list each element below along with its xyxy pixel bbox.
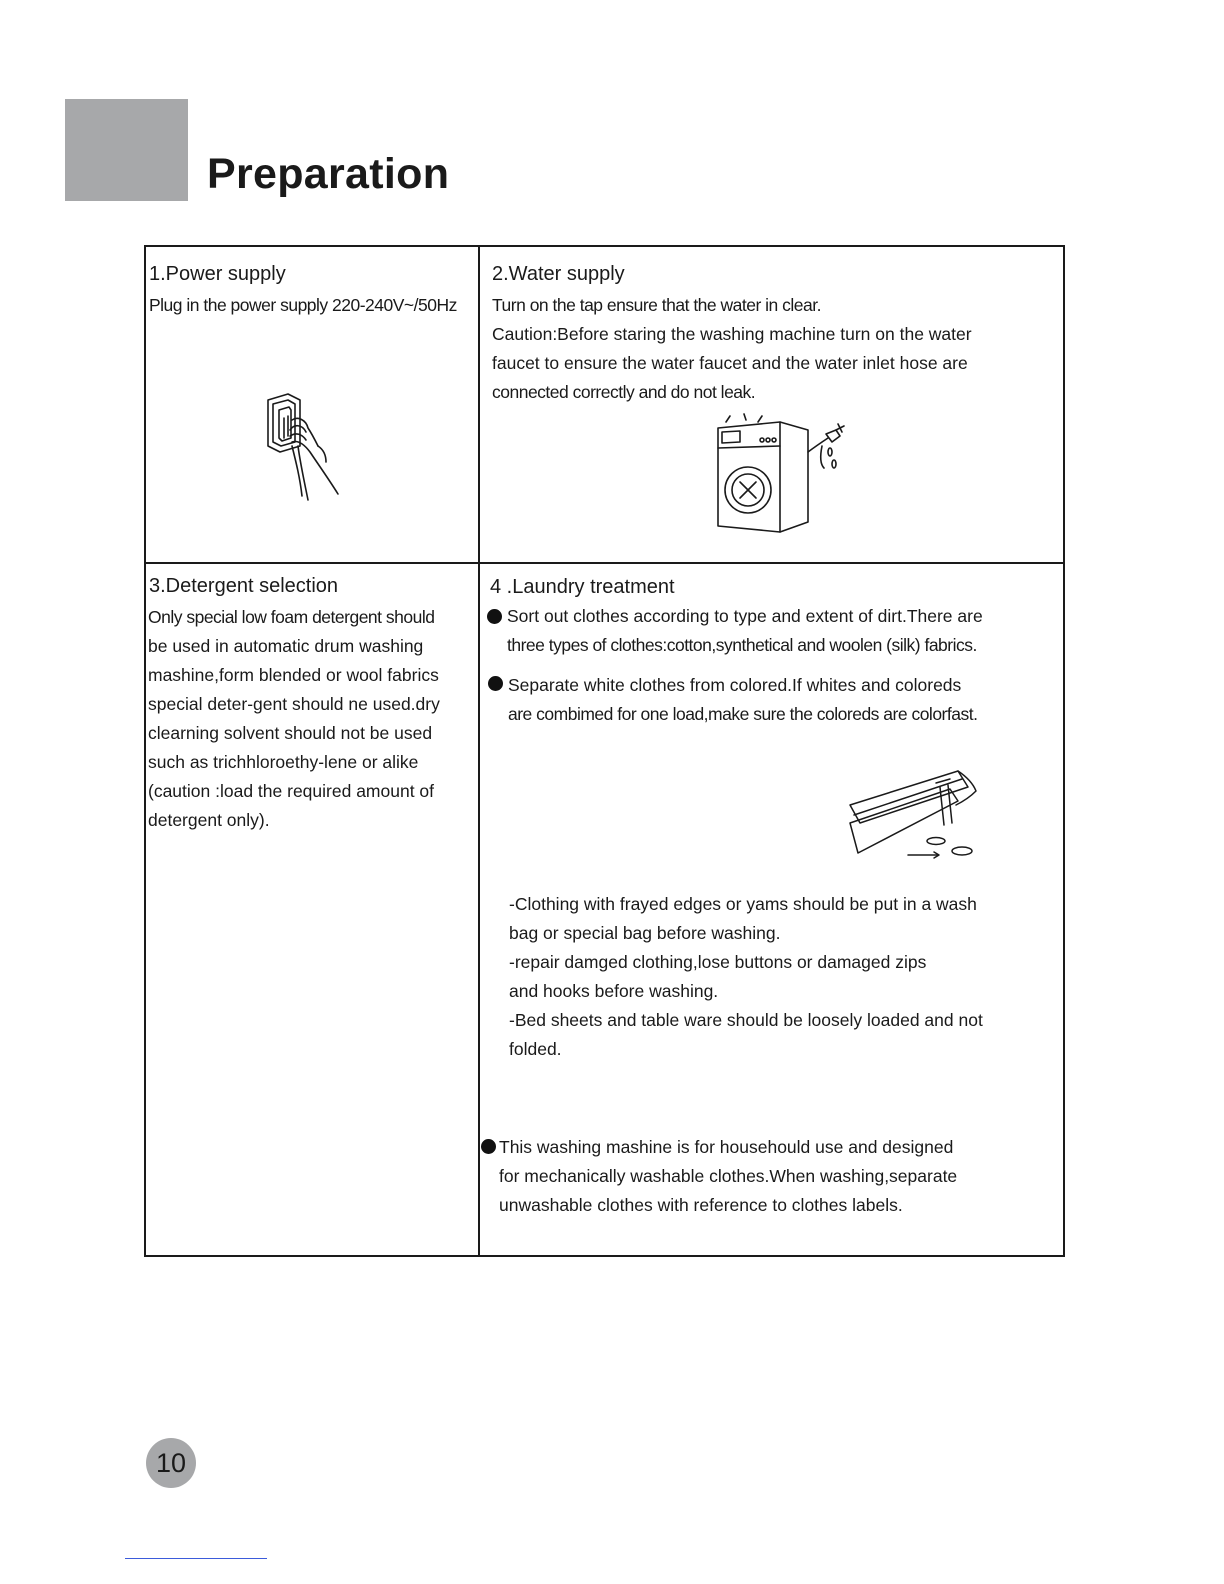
laundry-bullet1-line-1: Sort out clothes according to type and extent of dirt.There are <box>507 606 983 626</box>
power-supply-text: Plug in the power supply 220-240V~/50Hz <box>149 295 457 315</box>
laundry-bullet3-line-3: unwashable clothes with reference to clothes labels. <box>499 1195 903 1215</box>
page-title: Preparation <box>207 150 450 198</box>
water-supply-line-2: Caution:Before staring the washing machine turn on the water <box>492 324 972 344</box>
detergent-line-8: detergent only). <box>148 810 270 830</box>
detergent-line-3: mashine,form blended or wool fabrics <box>148 665 439 685</box>
water-supply-line-3: faucet to ensure the water faucet and the water inlet hose are <box>492 353 968 373</box>
laundry-note-line-2: bag or special bag before washing. <box>509 923 781 943</box>
bullet-dot-icon <box>481 1139 496 1154</box>
detergent-line-7: (caution :load the required amount of <box>148 781 435 801</box>
plug-socket-illustration <box>262 390 362 502</box>
power-supply-heading: 1.Power supply <box>149 263 286 285</box>
bullet-dot-icon <box>488 676 503 691</box>
laundry-bullet3-line-2: for mechanically washable clothes.When washing,separate <box>499 1166 958 1186</box>
laundry-bullet2-line-1: Separate white clothes from colored.If whites and coloreds <box>508 675 962 695</box>
header-gray-block <box>65 99 188 201</box>
table-vertical-divider <box>478 245 480 1257</box>
laundry-note-line-6: folded. <box>509 1039 562 1059</box>
detergent-line-4: special deter-gent should ne used.dry <box>148 694 440 714</box>
water-supply-heading: 2.Water supply <box>492 263 625 285</box>
laundry-bullet3-line-1: This washing mashine is for househould use and designed <box>499 1137 954 1157</box>
detergent-line-2: be used in automatic drum washing <box>148 636 424 656</box>
garment-label-illustration <box>840 765 985 860</box>
detergent-line-5: clearning solvent should not be used <box>148 723 433 743</box>
laundry-bullet2-line-2: are combimed for one load,make sure the coloreds are colorfast. <box>508 704 978 724</box>
water-supply-line-1: Turn on the tap ensure that the water in clear. <box>492 295 821 315</box>
detergent-line-6: such as trichhloroethy-lene or alike <box>148 752 419 772</box>
washing-machine-illustration <box>710 412 860 538</box>
water-supply-line-4: connected correctly and do not leak. <box>492 382 756 402</box>
laundry-note-line-4: and hooks before washing. <box>509 981 719 1001</box>
laundry-note-line-3: -repair damged clothing,lose buttons or damaged zips <box>509 952 927 972</box>
laundry-note-line-5: -Bed sheets and table ware should be loosely loaded and not <box>509 1010 983 1030</box>
laundry-note-line-1: -Clothing with frayed edges or yams should be put in a wash <box>509 894 977 914</box>
detergent-line-1: Only special low foam detergent should <box>148 607 435 627</box>
table-horizontal-divider <box>144 562 1065 564</box>
detergent-heading: 3.Detergent selection <box>149 575 339 597</box>
laundry-bullet1-line-2: three types of clothes:cotton,synthetical and woolen (silk) fabrics. <box>507 635 977 655</box>
bullet-dot-icon <box>487 609 502 624</box>
laundry-heading: 4 .Laundry treatment <box>490 576 675 598</box>
page-number-badge: 10 <box>146 1438 196 1488</box>
footer-rule <box>125 1558 267 1559</box>
